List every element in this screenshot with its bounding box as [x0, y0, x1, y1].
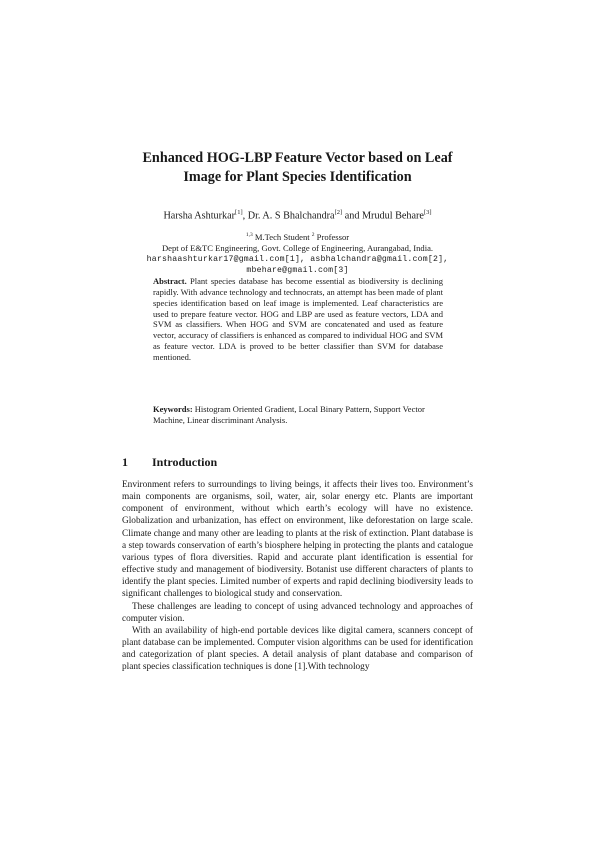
section-body: [122, 479, 473, 674]
department: Dept of E&TC Engineering, Govt. College of Engineering, Aurangabad, India.: [161, 242, 434, 253]
email-list-line-2: mbehare@gmail.com[3]: [246, 265, 349, 275]
author-list: [60, 206, 535, 222]
keywords-text: Histogram Oriented Gradient, Local Binary Pattern, Support Vector Machine, Linear discriminant Analysis.: [153, 404, 425, 425]
author-roles: [60, 230, 535, 243]
role-student: M.Tech Student: [252, 231, 312, 242]
paragraph: Environment refers to surroundings to living beings, it affects their lives too. Environment’s main components are organisms, soil, water, air, solar energy etc. Plants are important component of environment, without which earth’s ecology will have no existence. Globalization and urbanization, has effect on environment, like deforestation on large scale. Climate change and many other are leading to plants at the risk of extinction. Plant database is a step towards conservation of earth’s biosphere helping in protecting the plants and catalogue various types of flora diversities. Rapid and accurate plant identification is essential for effective study and management of biodiversity. Botanist use different characters of plants to identify the plant species. Limited number of experts and rapid declining biodiversity leads to significant challenges to biological study and conservation.: [122, 480, 473, 600]
role-professor: Professor: [314, 231, 350, 242]
paragraph: These challenges are leading to concept of using advanced technology and approaches of computer vision.: [122, 601, 473, 624]
keywords-label: Keywords:: [153, 404, 193, 414]
role-ref-1: 1,3: [245, 232, 253, 238]
abstract-text: Plant species database has become essential as biodiversity is declining rapidly. With advance technology and technocrats, an attempt has been made of plant species identification based on leaf image is implemented. Leaf characteristics are used to prepare feature vector. HOG and LBP are used as feature vectors, LDA and SVM as classifiers. When HOG and SVM are concatenated and used as feature vector, accuracy of classifiers is enhanced as compared to individual HOG and SVM as feature vector. LDA is proved to be better classifier than SVM for database mentioned.: [153, 276, 443, 362]
affiliation-block: [60, 230, 535, 276]
abstract: [153, 276, 443, 363]
paragraph: With an availability of high-end portable devices like digital camera, scanners concept of plant database can be implemented. Computer vision algorithms can be used for identification and categorization of plant species. A detail analysis of plant database and comparison of plant species classification techniques is done [1].With technology: [122, 625, 473, 673]
paper-title: [100, 149, 495, 187]
author-1: Harsha Ashturkar: [163, 210, 236, 222]
section-heading: [122, 455, 217, 469]
title-line-1: Enhanced HOG-LBP Feature Vector based on Leaf: [142, 150, 453, 166]
author-1-ref: [1]: [235, 209, 243, 216]
abstract-label: Abstract.: [153, 276, 187, 286]
author-2-ref: [2]: [334, 209, 343, 216]
author-3: and Mrudul Behare: [342, 210, 424, 222]
title-line-2: Image for Plant Species Identification: [183, 169, 412, 185]
section-number: 1: [122, 455, 128, 469]
section-title: Introduction: [152, 455, 218, 469]
email-list-line-1: harshaashturkar17@gmail.com[1], asbhalchandra@gmail.com[2],: [146, 254, 449, 264]
author-3-ref: [3]: [423, 209, 432, 216]
keywords: [153, 404, 443, 426]
author-2: , Dr. A. S Bhalchandra: [242, 210, 335, 222]
role-ref-2: 2: [311, 232, 315, 238]
